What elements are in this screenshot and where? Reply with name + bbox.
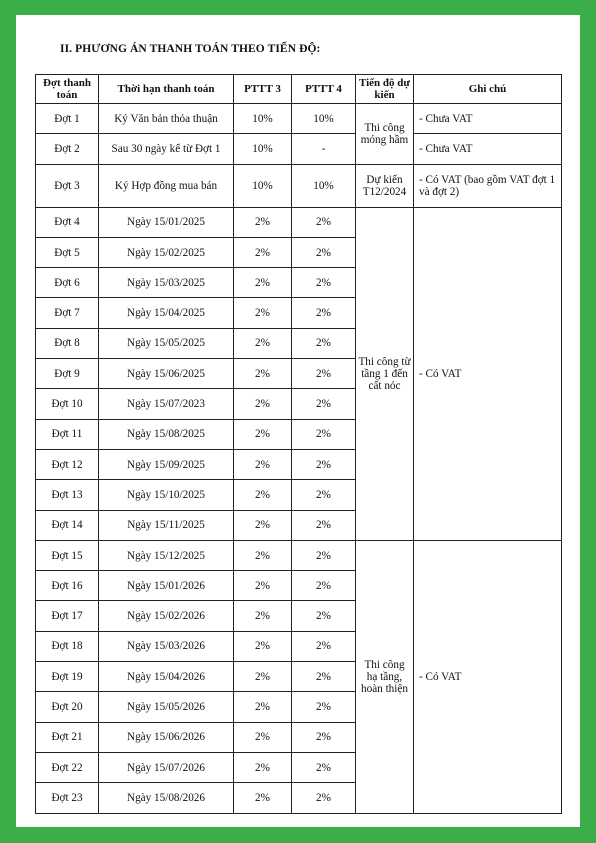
cell-dot: Đợt 5 [36, 237, 99, 267]
note-cell: - Chưa VAT [414, 134, 562, 164]
cell-thoihan: Ngày 15/09/2025 [99, 449, 234, 479]
cell-pttt4: 2% [292, 480, 356, 510]
cell-dot: Đợt 9 [36, 359, 99, 389]
cell-dot: Đợt 16 [36, 571, 99, 601]
cell-dot: Đợt 21 [36, 722, 99, 752]
cell-thoihan: Ngày 15/07/2026 [99, 752, 234, 782]
cell-pttt4: 2% [292, 237, 356, 267]
cell-dot: Đợt 2 [36, 134, 99, 164]
document-page [16, 15, 580, 827]
cell-pttt4: 2% [292, 298, 356, 328]
cell-dot: Đợt 4 [36, 207, 99, 237]
cell-pttt3: 2% [234, 480, 292, 510]
cell-dot: Đợt 11 [36, 419, 99, 449]
cell-thoihan: Ngày 15/10/2025 [99, 480, 234, 510]
cell-dot: Đợt 22 [36, 752, 99, 782]
cell-thoihan: Ký Hợp đồng mua bán [99, 164, 234, 207]
cell-dot: Đợt 20 [36, 692, 99, 722]
note-cell: - Có VAT [414, 540, 562, 813]
cell-pttt3: 10% [234, 104, 292, 134]
cell-dot: Đợt 17 [36, 601, 99, 631]
table-row [36, 134, 562, 164]
cell-thoihan: Ký Văn bản thỏa thuận [99, 104, 234, 134]
cell-thoihan: Ngày 15/05/2025 [99, 328, 234, 358]
cell-thoihan: Ngày 15/04/2025 [99, 298, 234, 328]
cell-dot: Đợt 19 [36, 662, 99, 692]
note-cell: - Có VAT [414, 207, 562, 540]
header-thoihan: Thời hạn thanh toán [99, 75, 234, 104]
cell-pttt3: 10% [234, 164, 292, 207]
progress-cell: Thi công từ tầng 1 đến cất nóc [356, 207, 414, 540]
cell-dot: Đợt 7 [36, 298, 99, 328]
cell-pttt3: 2% [234, 419, 292, 449]
cell-pttt4: 2% [292, 419, 356, 449]
cell-thoihan: Ngày 15/08/2026 [99, 783, 234, 813]
cell-pttt3: 2% [234, 540, 292, 570]
table-header-row [36, 75, 562, 104]
payment-schedule-table [35, 74, 562, 814]
cell-pttt4: 2% [292, 722, 356, 752]
table-row [36, 104, 562, 134]
header-tiendo: Tiến độ dự kiến [356, 75, 414, 104]
cell-thoihan: Ngày 15/07/2023 [99, 389, 234, 419]
section-heading: II. PHƯƠNG ÁN THANH TOÁN THEO TIẾN ĐỘ: [60, 43, 321, 55]
cell-pttt4: 2% [292, 631, 356, 661]
cell-pttt4: 2% [292, 540, 356, 570]
cell-pttt3: 2% [234, 722, 292, 752]
cell-pttt3: 2% [234, 298, 292, 328]
cell-pttt4: 2% [292, 692, 356, 722]
cell-thoihan: Ngày 15/02/2025 [99, 237, 234, 267]
cell-pttt3: 2% [234, 783, 292, 813]
cell-dot: Đợt 18 [36, 631, 99, 661]
cell-pttt4: 2% [292, 359, 356, 389]
cell-pttt3: 2% [234, 268, 292, 298]
progress-cell: Dự kiến T12/2024 [356, 164, 414, 207]
cell-pttt3: 2% [234, 207, 292, 237]
cell-pttt3: 2% [234, 662, 292, 692]
cell-pttt3: 2% [234, 237, 292, 267]
cell-thoihan: Ngày 15/01/2025 [99, 207, 234, 237]
cell-dot: Đợt 14 [36, 510, 99, 540]
cell-dot: Đợt 15 [36, 540, 99, 570]
cell-pttt4: 2% [292, 207, 356, 237]
cell-dot: Đợt 1 [36, 104, 99, 134]
cell-pttt4: - [292, 134, 356, 164]
cell-thoihan: Ngày 15/05/2026 [99, 692, 234, 722]
cell-pttt3: 2% [234, 571, 292, 601]
cell-dot: Đợt 10 [36, 389, 99, 419]
cell-dot: Đợt 3 [36, 164, 99, 207]
cell-thoihan: Ngày 15/12/2025 [99, 540, 234, 570]
cell-thoihan: Sau 30 ngày kể từ Đợt 1 [99, 134, 234, 164]
cell-thoihan: Ngày 15/11/2025 [99, 510, 234, 540]
cell-thoihan: Ngày 15/03/2026 [99, 631, 234, 661]
cell-pttt3: 2% [234, 752, 292, 782]
cell-pttt3: 2% [234, 510, 292, 540]
header-pttt4: PTTT 4 [292, 75, 356, 104]
table-row [36, 164, 562, 207]
header-ghichu: Ghi chú [414, 75, 562, 104]
cell-pttt3: 2% [234, 631, 292, 661]
cell-pttt4: 2% [292, 510, 356, 540]
cell-pttt4: 2% [292, 601, 356, 631]
cell-pttt4: 10% [292, 164, 356, 207]
note-cell: - Chưa VAT [414, 104, 562, 134]
header-dot: Đợt thanh toán [36, 75, 99, 104]
cell-pttt3: 10% [234, 134, 292, 164]
header-pttt3: PTTT 3 [234, 75, 292, 104]
cell-pttt3: 2% [234, 389, 292, 419]
cell-pttt4: 2% [292, 662, 356, 692]
cell-thoihan: Ngày 15/06/2025 [99, 359, 234, 389]
cell-pttt4: 10% [292, 104, 356, 134]
cell-pttt4: 2% [292, 571, 356, 601]
cell-pttt4: 2% [292, 752, 356, 782]
progress-cell: Thi công hạ tầng, hoàn thiện [356, 540, 414, 813]
cell-dot: Đợt 13 [36, 480, 99, 510]
cell-pttt3: 2% [234, 692, 292, 722]
progress-cell: Thi công móng hầm [356, 104, 414, 165]
cell-thoihan: Ngày 15/02/2026 [99, 601, 234, 631]
cell-thoihan: Ngày 15/01/2026 [99, 571, 234, 601]
cell-dot: Đợt 8 [36, 328, 99, 358]
cell-thoihan: Ngày 15/06/2026 [99, 722, 234, 752]
cell-dot: Đợt 23 [36, 783, 99, 813]
cell-pttt3: 2% [234, 601, 292, 631]
cell-thoihan: Ngày 15/03/2025 [99, 268, 234, 298]
cell-pttt4: 2% [292, 268, 356, 298]
table-row [36, 207, 562, 237]
note-cell: - Có VAT (bao gồm VAT đợt 1 và đợt 2) [414, 164, 562, 207]
cell-dot: Đợt 12 [36, 449, 99, 479]
cell-pttt3: 2% [234, 359, 292, 389]
cell-pttt4: 2% [292, 328, 356, 358]
cell-pttt4: 2% [292, 449, 356, 479]
cell-pttt4: 2% [292, 389, 356, 419]
cell-thoihan: Ngày 15/08/2025 [99, 419, 234, 449]
cell-thoihan: Ngày 15/04/2026 [99, 662, 234, 692]
cell-pttt3: 2% [234, 449, 292, 479]
cell-pttt3: 2% [234, 328, 292, 358]
cell-pttt4: 2% [292, 783, 356, 813]
cell-dot: Đợt 6 [36, 268, 99, 298]
table-row [36, 540, 562, 570]
